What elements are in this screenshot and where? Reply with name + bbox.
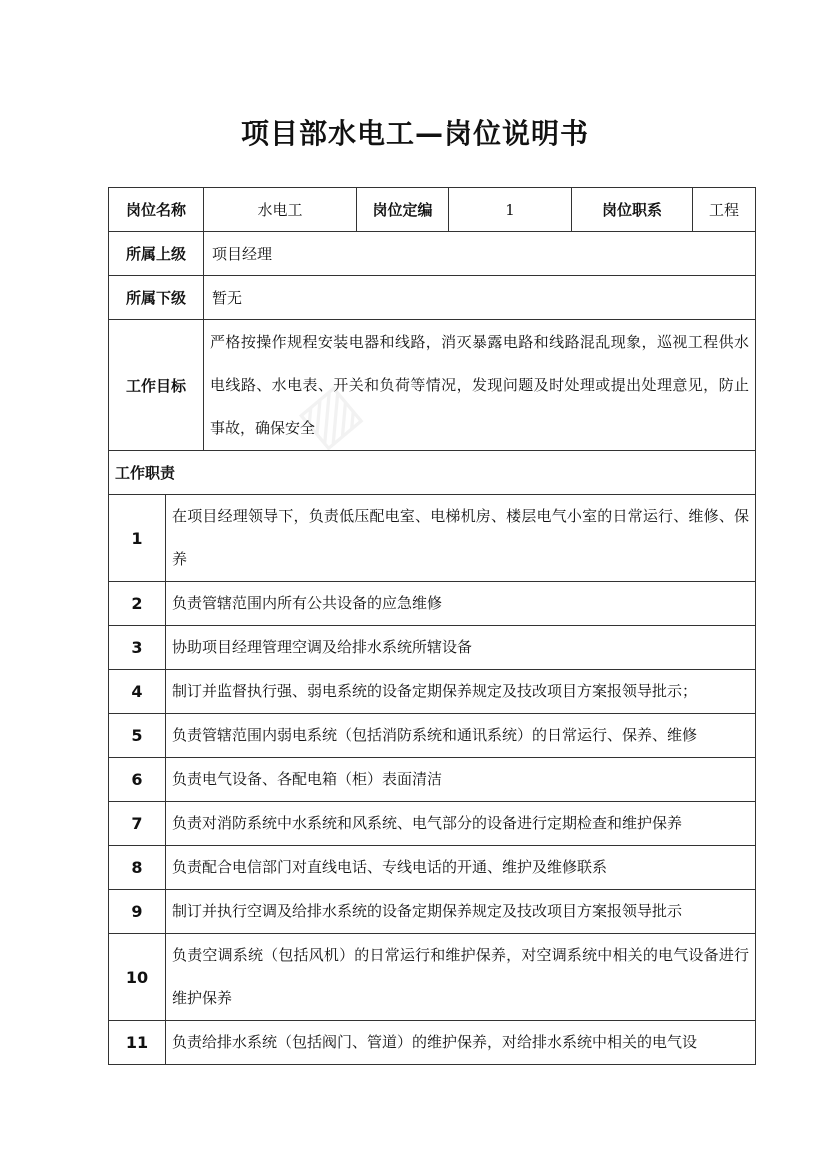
job-family-value: 工程 bbox=[693, 188, 756, 232]
duty-number: 4 bbox=[109, 670, 166, 714]
job-family-label: 岗位职系 bbox=[572, 188, 693, 232]
duty-row bbox=[109, 582, 756, 626]
superior-label: 所属上级 bbox=[109, 232, 204, 276]
goal-label: 工作目标 bbox=[109, 320, 204, 451]
duty-number: 9 bbox=[109, 890, 166, 934]
position-name-label: 岗位名称 bbox=[109, 188, 204, 232]
duty-row bbox=[109, 1021, 756, 1065]
duties-heading: 工作职责 bbox=[109, 451, 756, 495]
duty-text: 负责对消防系统中水系统和风系统、电气部分的设备进行定期检查和维护保养 bbox=[166, 802, 756, 846]
duty-text: 负责管辖范围内弱电系统（包括消防系统和通讯系统）的日常运行、保养、维修 bbox=[166, 714, 756, 758]
subordinate-label: 所属下级 bbox=[109, 276, 204, 320]
page-title: 项目部水电工—岗位说明书 bbox=[240, 117, 589, 150]
duty-row bbox=[109, 626, 756, 670]
job-description-table bbox=[108, 187, 756, 1065]
duty-number: 5 bbox=[109, 714, 166, 758]
duty-number: 10 bbox=[109, 934, 166, 1021]
duty-text: 协助项目经理管理空调及给排水系统所辖设备 bbox=[166, 626, 756, 670]
duty-number: 8 bbox=[109, 846, 166, 890]
headcount-value: 1 bbox=[449, 188, 572, 232]
duty-row bbox=[109, 802, 756, 846]
duty-row bbox=[109, 714, 756, 758]
duties-list bbox=[109, 495, 756, 1065]
goal-value: 严格按操作规程安装电器和线路，消灭暴露电路和线路混乱现象，巡视工程供水电线路、水电表、开关和负荷等情况，发现问题及时处理或提出处理意见，防止事故，确保安全 bbox=[204, 320, 756, 451]
duty-text: 在项目经理领导下，负责低压配电室、电梯机房、楼层电气小室的日常运行、维修、保养 bbox=[166, 495, 756, 582]
goal-row bbox=[109, 320, 756, 451]
subordinate-value: 暂无 bbox=[204, 276, 756, 320]
subordinate-row bbox=[109, 276, 756, 320]
watermark: ▨ bbox=[284, 369, 373, 461]
duty-text: 负责管辖范围内所有公共设备的应急维修 bbox=[166, 582, 756, 626]
duty-number: 7 bbox=[109, 802, 166, 846]
superior-row bbox=[109, 232, 756, 276]
duty-text: 负责电气设备、各配电箱（柜）表面清洁 bbox=[166, 758, 756, 802]
duty-number: 6 bbox=[109, 758, 166, 802]
duty-row bbox=[109, 890, 756, 934]
duty-number: 3 bbox=[109, 626, 166, 670]
duty-row bbox=[109, 495, 756, 582]
duty-row bbox=[109, 758, 756, 802]
duty-row bbox=[109, 846, 756, 890]
duty-text: 制订并监督执行强、弱电系统的设备定期保养规定及技改项目方案报领导批示； bbox=[166, 670, 756, 714]
duty-text: 负责给排水系统（包括阀门、管道）的维护保养，对给排水系统中相关的电气设 bbox=[166, 1021, 756, 1065]
duty-row bbox=[109, 670, 756, 714]
duty-number: 2 bbox=[109, 582, 166, 626]
duties-header-row bbox=[109, 451, 756, 495]
position-name-value: 水电工 bbox=[204, 188, 357, 232]
duty-text: 负责空调系统（包括风机）的日常运行和维护保养，对空调系统中相关的电气设备进行维护保养 bbox=[166, 934, 756, 1021]
headcount-label: 岗位定编 bbox=[357, 188, 449, 232]
duty-number: 11 bbox=[109, 1021, 166, 1065]
duty-row bbox=[109, 934, 756, 1021]
header-row bbox=[109, 188, 756, 232]
duty-number: 1 bbox=[109, 495, 166, 582]
superior-value: 项目经理 bbox=[204, 232, 756, 276]
duty-text: 负责配合电信部门对直线电话、专线电话的开通、维护及维修联系 bbox=[166, 846, 756, 890]
duty-text: 制订并执行空调及给排水系统的设备定期保养规定及技改项目方案报领导批示 bbox=[166, 890, 756, 934]
